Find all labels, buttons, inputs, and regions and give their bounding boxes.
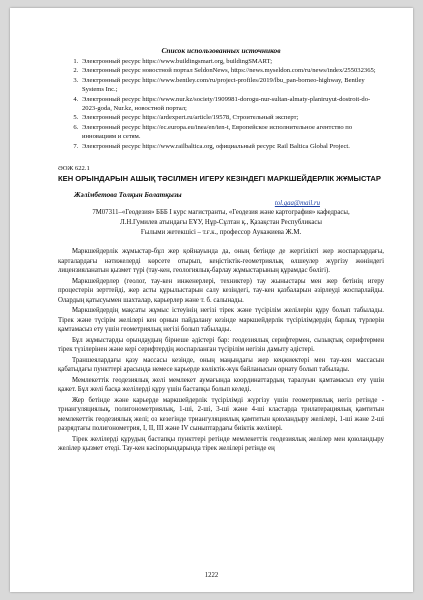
author-email-link[interactable]: tol.gaa@mail.ru: [274, 200, 320, 208]
reference-item: 6. Электронный ресурс https://ec.europa.eu/inea/en/ten-t, Европейское исполнительное агентство по инновациям и сетям.: [80, 123, 384, 142]
body-paragraph: Траншеялардағы қазу массасы кезінде, оның маңындағы жер кеңжиектері мен тау-кен массасын қабатыдағы пункттері арасында немесе карьерде көліктік-жүк байланысын орнату болып табылады.: [58, 356, 384, 374]
article-title: КЕН ОРЫНДАРЫН АШЫҚ ТӘСІЛМЕН ИГЕРУ КЕЗІНДЕГІ МАРКШЕЙДЕРЛІК ЖҰМЫСТАР: [58, 174, 381, 184]
body-paragraph: Маркшейдерлер (геолог, тау-кен инженерлері, техниктер) тау жыныстары мен жер бетінің игеру процестерін зерттейді, жер асты құрылыстарын салу кезіндегі, тау-кен қазбаларын әзірлеуді жоспарлайды. Олардың қатысуымен шахталар, карьерлер және т. б. салынады.: [58, 277, 384, 304]
body-paragraph: Мемлекеттік геодезиялық желі мемлекет аумағында координаттардың таралуын қамтамасыз ету үшін қажет. Бұл желі басқа желілерді құру үшін бастапқы болып келеді.: [58, 376, 384, 394]
reference-item: 2. Электронный ресурс новостной портал SeldonNews, https://news.myseldon.com/ru/news/index/255032365;: [80, 66, 384, 75]
references-heading: Список использованных источников: [161, 46, 281, 55]
reference-item: 3. Электронный ресурс https://www.bentley.com/ru/project-profiles/2019/lbu_pan-borneo-highway, Bentley Systems Inc.;: [80, 76, 384, 95]
article-body: [58, 247, 384, 454]
reference-item: 5. Электронный ресурс https://ardexpert.ru/article/19578, Строительный эксперт;: [80, 113, 384, 122]
author-name: Жәлімбетова Толқын Болатқызы: [74, 191, 182, 200]
reference-item: 1. Электронный ресурс https://www.buildingsmart.org, buildingSMART;: [80, 57, 384, 66]
body-paragraph: Тірек желілерді құрудың бастапқы пункттері ретінде мемлекеттік геодезиялық желілер мен қоюландыру желілер қызмет етеді. Тау-кен кәсіпорындарында тірек желілері ретінде ең: [58, 435, 384, 453]
affiliation-line: Ғылыми жетекшісі – т.ғ.к., профессор Аукажиева Ж.М.: [140, 228, 302, 236]
body-paragraph: Маркшейдерлік жұмыстар-бұл жер қойнауында да, оның бетінде де жергілікті жер жоспарлардағы, карталардағы нәтижелерді көрсете отырып, кеңістіктік-геометриялық өлшеулер жүргізу жөніндегі лицензияланатын қызмет түрі (тау-кен, геологиялық-барлау жұмыстарының құрамдас бөлігі).: [58, 248, 384, 275]
affiliation-line: 7М07311–«Геодезия» БББ І курс магистранты, «Геодезия және картография» кафедрасы,: [92, 209, 350, 217]
affiliation-block: [58, 208, 384, 237]
page-content: [58, 46, 384, 455]
reference-item: 4. Электронный ресурс https://www.nur.kz/society/1909981-dorogu-nur-sultan-almaty-planiruyut-dostroit-do-2023-goda, Nur.kz, новостной портал;: [80, 95, 384, 114]
document-page: [10, 8, 413, 592]
body-paragraph: Бұл жұмыстарды орындаудың бірнеше әдістері бар: геодезиялық серифтермен, сызықтық серифтермен тірек түзілерінен және кері серифтердің жоспарланған түсірілім негізін дамыту әдістері.: [58, 336, 384, 354]
references-list: [58, 57, 384, 151]
reference-item: 7. Электронный ресурс https://www.railbaltica.org, официальный ресурс Rail Baltica Global Project.: [80, 142, 384, 151]
page-number: 1222: [204, 572, 219, 579]
body-paragraph: Жер бетінде және карьерде маркшейдерлік түсірілімді жүргізу үшін геометриялық негіз ретінде - триангуляциялық, полигонометриялық, 1-ші, 2-ші, 3-ші және 4-ші кластарда трилатерациялық қамтитын мемлекеттік геодезиялық желі; оз кезегінде триангуляциялық қамтитын қоюландыру желілері, 1-ші және 2-ші разрядтағы полигонометрия, I, II, III және IV сыныптардағы биіктік желілері.: [58, 396, 384, 433]
body-paragraph: Маркшейдердің мақсаты жұмыс істеуінің негізі тірек және түсірілім желілерін құру болып табылады. Тірек және түсірім желілері кен орнын пайдалану кезінде маркшейдерлік түсірілімдердің барлық түрлерін қамтамасыз ету үшін геометриялық негізі болып табылады.: [58, 307, 384, 334]
affiliation-line: Л.Н.Гумилев атындағы ЕҰУ, Нұр-Сұлтан қ., Қазақстан Республикасы: [120, 219, 322, 227]
udk-code: ӘОЖ 622.1: [58, 165, 90, 173]
